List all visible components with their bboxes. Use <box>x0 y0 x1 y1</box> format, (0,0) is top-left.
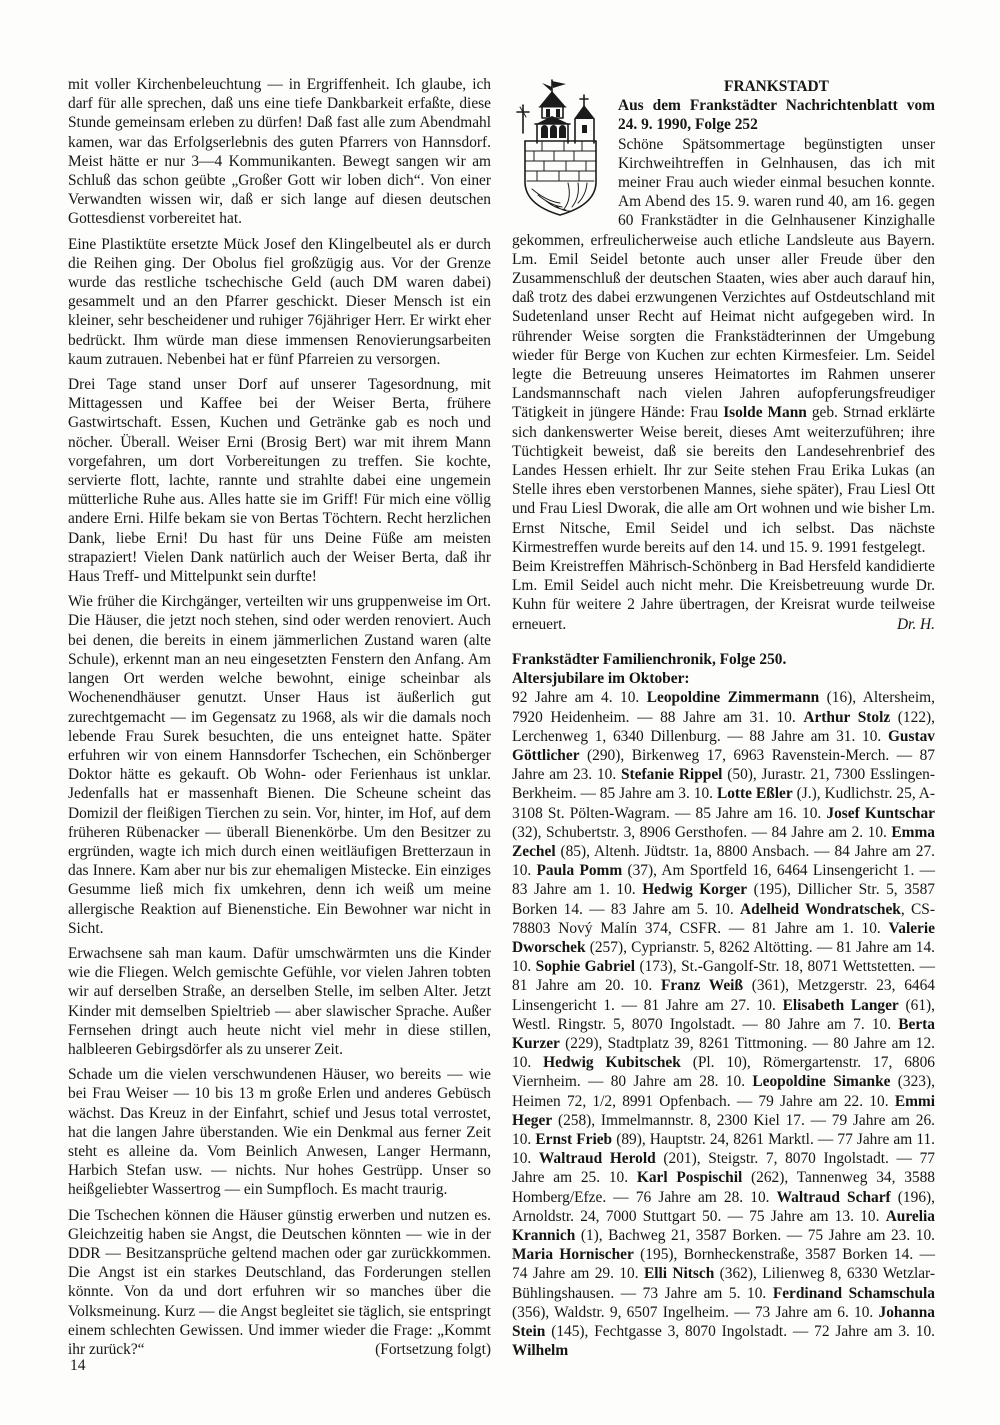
masthead-subtitle: Aus dem Frankstädter Nachrichtenblatt vom 24. 9. 1990, Folge 252 <box>618 97 935 134</box>
body-paragraph: Wie früher die Kirchgänger, verteilten wir uns gruppenweise im Ort. Die Häuser, die jetzt noch stehen, sind oder werden renoviert. Auch bei denen, die bereits in einem jämmerlichen Zustand waren (alte Schule), erkennt man an neu eingesetzten Fenstern den Anfang. Am langen Ort werden welche bewohnt, einige scheinbar als Wochenendhäuser genutzt. Unser Haus ist äußerlich gut zurechtgemacht — im Gegensatz zu 1968, als wir die damals noch lebende Frau Surek besuchten, die uns enteignet hatte. Später erfuhren wir von einem Hannsdorfer Tschechen, ein Schönberger Doktor hätte es gekauft. Ob Wohn- oder Ferienhaus ist unklar. Jedenfalls hat er massenhaft Bienen. Die Scheune scheint das Domizil der fleißigen Tierchen zu sein. Vor, hinter, im Hof, auf dem früheren Rübenacker — überall Bienenkörbe. Um den Besitzer zu ergründen, wagte ich mich durch einen weitläufigen Bretterzaun in das Innere. Kam aber nur bis zur ehemaligen Mistecke. Ein einziges Gesumme ließ mich fix umkehren, denn ich weiß um meine allergische Reaktion auf Bienenstiche. Ein Bewohner war nicht in Sicht. <box>68 593 491 937</box>
frankstadt-castle-crest-icon <box>512 77 608 223</box>
body-paragraph: Drei Tage stand unser Dorf auf unserer Tagesordnung, mit Mittagessen und Kaffee bei der Weiser Berta, frühere Gastwirtschaft. Essen, Kuchen und Getränke gab es noch und nöcher. Überall. Weiser Erni (Brosig Bert) war mit ihrem Mann vorgefahren, um dort Vorbereitungen zu treffen. Sie kochte, servierte flott, lachte, rannte und strahlte dabei eine ungemein mütterliche Ruhe aus. Alles hatte sie im Griff! Für mich eine völlig andere Erni. Hilfe bekam sie von Bertas Töchtern. Recht herzlichen Dank, liebe Erni! Du hast für uns Deine Füße am meisten strapaziert! Vielen Dank natürlich auch der Weiser Berta, daß ihr Haus Treff- und Mittelpunkt sein durfte! <box>68 376 491 586</box>
article-paragraph: Schöne Spätsommertage begünstigten unser Kirchweihtreffen in Gelnhausen, das ich mit meiner Frau auch wieder einmal besuchen konnte. Am Abend des 15. 9. waren rund 40, am 16. gegen 60 Frankstädter in die Gelnhausener Kinzighalle gekommen, erfreulicherweise auch etliche Landsleute aus Bayern. Lm. Emil Seidel betonte auch unser aller Freude über den Zusammenschluß der deutschen Staaten, wies aber auch darauf hin, daß trotz des dabei erzwungenen Verzichtes auf Ostdeutschland mit Sudetenland unser Recht auf Heimat nicht aufgegeben wird. In rührender Weise sorgten die Frankstädterinnen der Umgebung wieder für Berge von Kuchen zur echten Kirmesfeier. Lm. Seidel legte die Betreuung unseres Heimatortes im Rahmen unserer Landsmannschaft nach vielen Jahren aufopferungsfreudiger Tätigkeit in jüngere Hände: Frau Isolde Mann geb. Strnad erklärte sich dankenswerter Weise bereit, dieses Amt weiterzuführen; ihre Tüchtigkeit beweist, daß sie bereits den Landesehrenbrief des Landes Hessen erhielt. Ihr zur Seite stehen Frau Erika Lukas (an Stelle ihres eben verstorbenen Mannes, siehe später), Frau Liesl Ott und Frau Liesl Dworak, die alle am Ort wohnen und wie bisher Lm. Ernst Nitsche, Emil Seidel und ich selbst. Das nächste Kirmestreffen wurde bereits auf den 14. und 15. 9. 1991 festgelegt. <box>512 135 935 556</box>
article-paragraph <box>512 557 935 634</box>
body-paragraph: mit voller Kirchenbeleuchtung — in Ergriffenheit. Ich glaube, ich darf für alle sprechen, daß uns eine tiefe Dankbarkeit erfaßte, diese Stunde gemeinsam erleben zu dürfen! Daß fast alle zum Abendmahl kamen, war das Erfolgserlebnis des guten Pfarrers von Hannsdorf. Meist hätte er nur 3—4 Kommunikanten. Bewegt sangen wir am Schluß das schon geübte „Großer Gott wir loben dich“. Von einer Verwandten wissen wir, daß er sich lange auf diesen deutschen Gottesdienst vorbereitet hat. <box>68 76 491 228</box>
chronicle-entries: 92 Jahre am 4. 10. Leopoldine Zimmermann (16), Altersheim, 7920 Heidenheim. — 88 Jahre am 31. 10. Arthur Stolz (122), Lerchenweg 1, 6340 Dillenburg. — 88 Jahre am 31. 10. Gustav Göttlicher (290), Birkenweg 17, 6963 Ravenstein-Merch. — 87 Jahre am 23. 10. Stefanie Rippel (50), Jurastr. 21, 7300 Esslingen-Berkheim. — 85 Jahre am 3. 10. Lotte Eßler (J.), Kudlichstr. 25, A-3108 St. Pölten-Wagram. — 85 Jahre am 16. 10. Josef Kuntschar (32), Schubertstr. 3, 8906 Gersthofen. — 84 Jahre am 2. 10. Emma Zechel (85), Altenh. Jüdtstr. 1a, 8800 Ansbach. — 84 Jahre am 27. 10. Paula Pomm (37), Am Sportfeld 16, 6464 Linsengericht 1. — 83 Jahre am 1. 10. Hedwig Korger (195), Dillicher Str. 5, 3587 Borken 14. — 83 Jahre am 5. 10. Adelheid Wondratschek, CS-78803 Nový Malín 374, CSFR. — 81 Jahre am 1. 10. Valerie Dworschek (257), Cyprianstr. 5, 8262 Altötting. — 81 Jahre am 14. 10. Sophie Gabriel (173), St.-Gangolf-Str. 18, 8071 Wettstetten. — 81 Jahre am 20. 10. Franz Weiß (361), Metzgerstr. 23, 6464 Linsengericht 1. — 81 Jahre am 27. 10. Elisabeth Langer (61), Westl. Ringstr. 5, 8070 Ingolstadt. — 80 Jahre am 7. 10. Berta Kurzer (229), Stadtplatz 39, 8261 Tittmoning. — 80 Jahre am 12. 10. Hedwig Kubitschek (Pl. 10), Römergartenstr. 17, 6806 Viernheim. — 80 Jahre am 28. 10. Leopoldine Simanke (323), Heimen 72, 1/2, 8991 Opfenbach. — 79 Jahre am 22. 10. Emmi Heger (258), Immelmannstr. 8, 2300 Kiel 17. — 79 Jahre am 26. 10. Ernst Frieb (89), Hauptstr. 24, 8261 Marktl. — 77 Jahre am 11. 10. Waltraud Herold (201), Steigstr. 7, 8070 Ingolstadt. — 77 Jahre am 25. 10. Karl Pospischil (262), Tannenweg 34, 3588 Homberg/Efze. — 76 Jahre am 28. 10. Waltraud Scharf (196), Arnoldstr. 24, 7000 Stuttgart 50. — 75 Jahre am 13. 10. Aurelia Krannich (1), Bachweg 21, 3587 Borken. — 75 Jahre am 23. 10. Maria Hornischer (195), Bornheckenstraße, 3587 Borken 14. — 74 Jahre am 29. 10. Elli Nitsch (362), Lilienweg 8, 6330 Wetzlar-Bühlingshausen. — 73 Jahre am 5. 10. Ferdinand Schamschula (356), Waldstr. 9, 6507 Ingelheim. — 73 Jahre am 6. 10. Johanna Stein (145), Fechtgasse 3, 8070 Ingolstadt. — 72 Jahre am 3. 10. Wilhelm <box>512 689 936 1360</box>
masthead-title: FRANKSTADT <box>724 78 829 95</box>
right-column <box>512 75 935 1360</box>
body-paragraph <box>68 1206 491 1360</box>
left-column <box>68 75 491 1365</box>
paragraph-text: Die Tschechen können die Häuser günstig erwerben und nutzen es. Gleichzeitig haben sie Angst, die Deutschen könnten — wie in der DDR — Besitzansprüche geltend machen oder gar zurückkommen. Die Angst ist ein starkes Deutschland, das Forderungen stellen könnte. Von da und dort erfuhren wir so manches über die Volksmeinung. Kurz — die Angst begleitet sie täglich, sie entspringt einem schlechten Gewissen. Und immer wieder die Frage: „Kommt ihr zurück?“ <box>68 1206 491 1358</box>
body-paragraph: Eine Plastiktüte ersetzte Mück Josef den Klingelbeutel als er durch die Reihen ging. Der Obolus fiel großzügig aus. Vor der Grenze wurde das restliche tschechische Geld (auch DM waren dabei) gesammelt und an den Pfarrer geschickt. Dieser Mensch ist ein kleiner, sehr bescheidener und ruhiger 76jähriger Herr. Er wirkt eher bedrückt. Ihm würde man diese immensen Renovierungsarbeiten kaum zutrauen. Nebenbei hat er fünf Pfarreien zu versorgen. <box>68 235 491 368</box>
continuation-note: (Fortsetzung folgt) <box>375 1341 491 1358</box>
family-chronicle-section <box>512 650 935 1361</box>
chronicle-subheading: Altersjubilare im Oktober: <box>512 670 690 688</box>
body-paragraph: Schade um die vielen verschwundenen Häuser, wo bereits — wie bei Frau Weiser — 10 bis 13 m große Erlen und anderes Gebüsch wächst. Das Kreuz in der Einfahrt, schief und Jesus total verrostet, hat die langen Jahre überstanden. Wie ein Denkmal aus ferner Zeit steht es alleine da. Vom Beinlich Anwesen, Langer Hermann, Harbich Stefan usw. — nichts. Nur hohes Gestrüpp. Unser so heißgeliebter Wassertrog — ein Sumpfloch. Es macht traurig. <box>68 1066 491 1199</box>
article-signature: Dr. H. <box>896 615 935 633</box>
page-number: 14 <box>70 1357 86 1374</box>
paragraph-text: Beim Kreistreffen Mährisch-Schönberg in Bad Hersfeld kandidierte Lm. Emil Seidel auch nicht mehr. Die Kreisbetreuung wurde Dr. Kuhn für weitere 2 Jahre übertragen, der Kreisrat wurde teilweise erneuert. <box>512 558 935 633</box>
chronicle-heading: Frankstädter Familienchronik, Folge 250. <box>512 650 787 668</box>
body-paragraph: Erwachsene sah man kaum. Dafür umschwärmten uns die Kinder wie die Fliegen. Welch gemischte Gefühle, vor vielen Jahren tobten wir auf derselben Straße, an derselben Stelle, im selben Alter. Jetzt Kinder mit demselben Spieltrieb — aber slawischer Sprache. Außer Fernsehen dringt auch heute nicht viel mehr in diese stillen, halbleeren Gebirgsdörfer als zu unserer Zeit. <box>68 944 491 1058</box>
